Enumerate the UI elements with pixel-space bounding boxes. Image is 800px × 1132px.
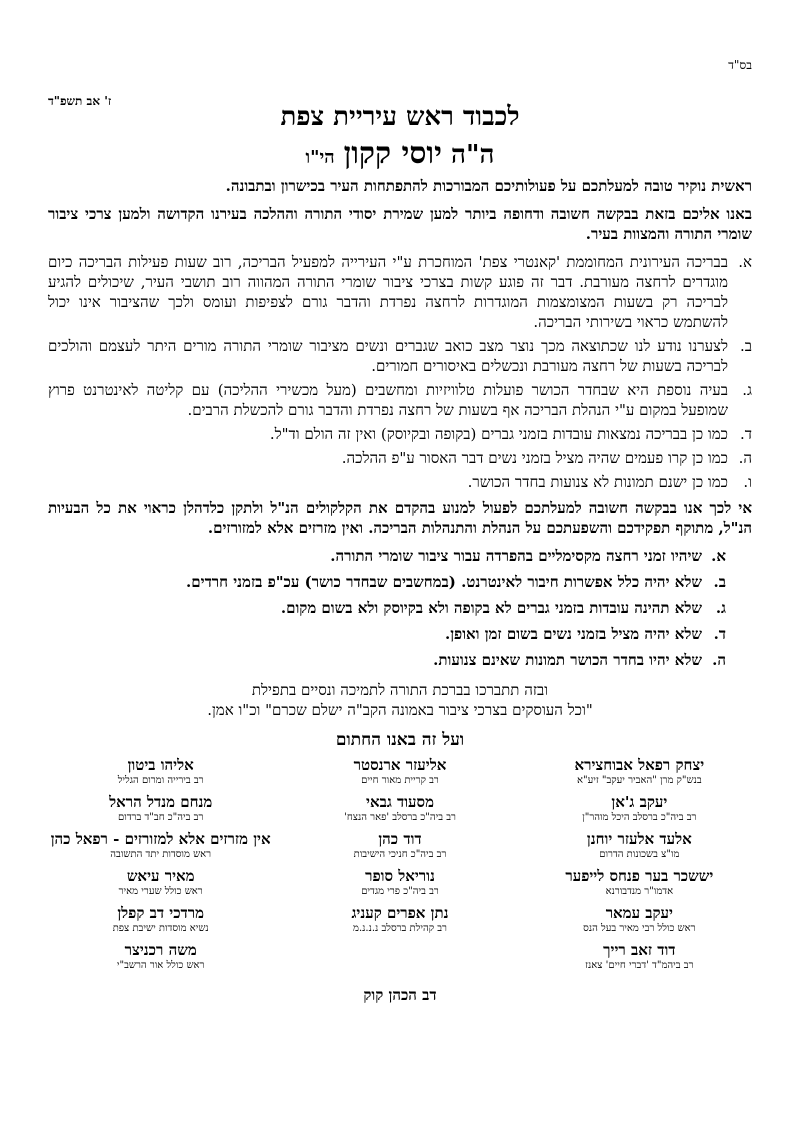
list-marker: ו. — [743, 473, 752, 491]
letter-body — [48, 176, 752, 1005]
list-item — [48, 424, 752, 444]
signature-name: מסעוד גבאי — [366, 793, 434, 811]
list-item — [48, 252, 752, 332]
last-signature: דב הכהן קוק — [363, 986, 437, 1004]
signature-title: ראש מוסדות יתד התשובה — [110, 849, 212, 860]
request-paragraph: אי לכך אנו בבקשה חשובה למעלתכם לפעול למנוע בהקדם את הקלקולים הנ"ל ולתקן כלדהלן כראוי את כל הבעיות הנ"ל, מתוקף תפקידכם והשפעתכם על הנהלת והתנהלות הבריכה. ואין מזרזים אלא למזורזים. — [48, 499, 752, 537]
signature-name: מאיר עיאש — [126, 867, 195, 885]
signature — [287, 756, 512, 787]
list-text: שלא יהיה מציל בזמני נשים בשום זמן ואופן. — [444, 625, 702, 643]
list-item — [48, 380, 752, 420]
list-text: שלא תהינה עובדות בזמני גברים לא בקופה ולא בקיוסק ולא בשום מקום. — [280, 599, 702, 617]
signature-title: רב בירייה ומרום הגליל — [117, 775, 204, 786]
signature-title: רב ביהמ"ד 'דברי חיים' צאנז — [585, 960, 694, 971]
list-text: בבריכה העירונית המחוממת 'קאנטרי צפת' המוחכרת ע"י העירייה למפעיל הבריכה, רוב שעות פעילות הבריכה כיום מוגדרים לרחצה מעורבת. דבר זה פוגע קשות בצרכי ציבור שומרי התורה המהווה רוב תושבי העיר, שיכולים להגיע לבריכה רק בשעות המצומצמות המוגדרות לרחצה נפרדת והדבר גורם לצפיפות ועומס ולכך שהציבור אינו יכול להשתמש כראוי בשירותי הבריכה. — [48, 253, 728, 331]
list-item — [48, 624, 726, 644]
recipient-name — [0, 136, 800, 171]
signature — [287, 941, 512, 972]
signature-title: מו"צ בשכונות הדרום — [599, 849, 680, 860]
list-marker: ד. — [713, 625, 726, 643]
signature-name: יצחק רפאל אבוחצירא — [574, 756, 705, 774]
closing-blessing — [48, 680, 752, 720]
signature-title: נשיא מוסדות ישיבת צפת — [112, 923, 209, 934]
signature-title: רב קריית מאור חיים — [361, 775, 439, 786]
list-text: לצערנו נודע לנו שכתוצאה מכך נוצר מצב כואב שגברים ונשים מציבור שומרי התורה מורים היתר לעצמם והולכים לבריכה בשעות של רחצה מעורבת ונכשלים באיסורים חמורים. — [48, 337, 728, 375]
signature-name: נוריאל סופר — [365, 867, 435, 885]
signature — [287, 904, 512, 935]
signature — [527, 756, 752, 787]
demands-list — [48, 546, 752, 670]
problems-list — [48, 252, 752, 492]
list-marker: ה. — [712, 651, 726, 669]
signature-title: רב קהילת ברסלב נ.נ.נ.מ — [353, 923, 447, 934]
signature — [527, 830, 752, 861]
signature-title: רב ביה"כ ברסלב היכל מוהר"ן — [582, 812, 697, 823]
list-text: כמו כן קרו פעמים שהיה מציל בזמני נשים דבר האסור ע"פ ההלכה. — [341, 449, 728, 467]
list-text: בעיה נוספת היא שבחדר הכושר פועלות טלוויזיות ומחשבים (מעל מכשירי ההליכה) עם קליטה לאינטרנט פרוץ שמופעל במקום ע"י הנהלת הבריכה אף בשעות של רחצה נפרדת והדבר גורם להכשלת הרבים. — [48, 381, 728, 419]
list-marker: ה. — [738, 449, 752, 467]
list-item — [48, 598, 726, 618]
signature-title: רב ביה"כ חב"ד ברדום — [117, 812, 204, 823]
signature — [287, 830, 512, 861]
signature-title: ראש כולל רבי מאיר בעל הנס — [583, 923, 696, 934]
signature-title: רב ביה"כ פרי מגדים — [361, 886, 439, 897]
letter-date: ז' אב תשפ"ד — [48, 94, 112, 108]
signature-name: מרדכי דב קפלן — [117, 904, 204, 922]
signature-name: יעקב ג'אן — [611, 793, 668, 811]
signature — [48, 793, 273, 824]
signature-name: אין מזרזים אלא למזורזים - רפאל כהן — [50, 830, 271, 848]
list-text: שלא יהיו בחדר הכושר תמונות שאינם צנועות. — [433, 651, 702, 669]
list-item — [48, 472, 752, 492]
signature-name: אליעזר ארנסטר — [353, 756, 447, 774]
recipient-full-name: יוסי קקון — [343, 136, 442, 171]
recipient-suffix: הי"ו — [305, 147, 335, 168]
closing-line-1: ובזה תתברכו בברכת התורה לתמיכה ונסיים בתפילת — [251, 681, 549, 699]
signature — [48, 756, 273, 787]
list-text: כמו כן בבריכה נמצאות עובדות בזמני גברים (בקופה ובקיוסק) ואין זה הולם וד"ל. — [269, 425, 728, 443]
signature — [48, 904, 273, 935]
signature-name: דוד זאב רייך — [603, 941, 676, 959]
signature-title: ראש כולל אור הרשב"י — [116, 960, 205, 971]
signature-name: יעקב עמאר — [605, 904, 673, 922]
signature-name: אלעד אלעזר יוחנן — [586, 830, 692, 848]
sealed-heading: ועל זה באנו החתום — [335, 730, 465, 750]
signature-name: נתן אפרים קעניג — [351, 904, 449, 922]
signature-name: דוד כהן — [378, 830, 422, 848]
intro-paragraph-2: באנו אליכם בזאת בבקשה חשובה ודחופה ביותר למען שמירת יסודי התורה וההלכה בעירנו הקדושה ולמען צרכי ציבור שומרי התורה והמצוות בעיר. — [48, 205, 752, 243]
recipient-prefix: ה"ה — [451, 140, 495, 170]
list-text: שלא יהיה כלל אפשרות חיבור לאינטרנט. (במחשבים שבחדר כושר) עכ"פ בזמני חרדים. — [186, 573, 702, 591]
signature-title: רב ביה"כ חניכי הישיבות — [353, 849, 447, 860]
signature — [48, 867, 273, 898]
signature-name: משה רכניצר — [124, 941, 197, 959]
signature — [527, 941, 752, 972]
list-text: כמו כן ישנם תמונות לא צנועות בחדר הכושר. — [467, 473, 728, 491]
recipient-title: לכבוד ראש עיריית צפת — [280, 102, 520, 132]
list-item — [48, 336, 752, 376]
list-item — [48, 448, 752, 468]
bsd-mark: בס"ד — [728, 58, 752, 72]
list-item — [48, 572, 726, 592]
closing-line-2: "וכל העוסקים בצרכי ציבור באמונה הקב"ה ישלם שכרם" וכ"ו אמן. — [207, 701, 593, 719]
list-marker: ב. — [740, 337, 752, 355]
list-marker: ג. — [715, 599, 726, 617]
list-marker: ב. — [713, 573, 726, 591]
signature — [48, 941, 273, 972]
signatures-grid — [48, 756, 752, 972]
signature — [527, 904, 752, 935]
list-item — [48, 650, 726, 670]
signature-title: אדמו"ר מנדבורנא — [605, 886, 674, 897]
signature-name: אליהו ביטון — [127, 756, 194, 774]
signature-title: בנש"ק מרן "האביר יעקב" זיע"א — [577, 775, 702, 786]
signature — [287, 793, 512, 824]
signature — [287, 867, 512, 898]
list-marker: ד. — [740, 425, 752, 443]
signature-name: מנחם מנדל הראל — [109, 793, 213, 811]
signature-title: רב ביה"כ ברסלב 'פאר הנצח' — [344, 812, 456, 823]
list-text: שיהיו זמני רחצה מקסימליים בהפרדה עבור ציבור שומרי התורה. — [330, 547, 702, 565]
list-marker: א. — [738, 253, 752, 271]
signature — [527, 793, 752, 824]
list-marker: ג. — [742, 381, 752, 399]
signature — [48, 830, 273, 861]
signature-title: ראש כולל שערי מאיר — [118, 886, 203, 897]
signature — [527, 867, 752, 898]
list-item — [48, 546, 726, 566]
signature-name: יששכר בער פנחס לייפער — [565, 867, 714, 885]
intro-paragraph-1: ראשית נוקיר טובה למעלתכם על פעולותיכם המבורכות להתפתחות העיר בכישרון ובתבונה. — [225, 177, 752, 195]
list-marker: א. — [711, 547, 726, 565]
